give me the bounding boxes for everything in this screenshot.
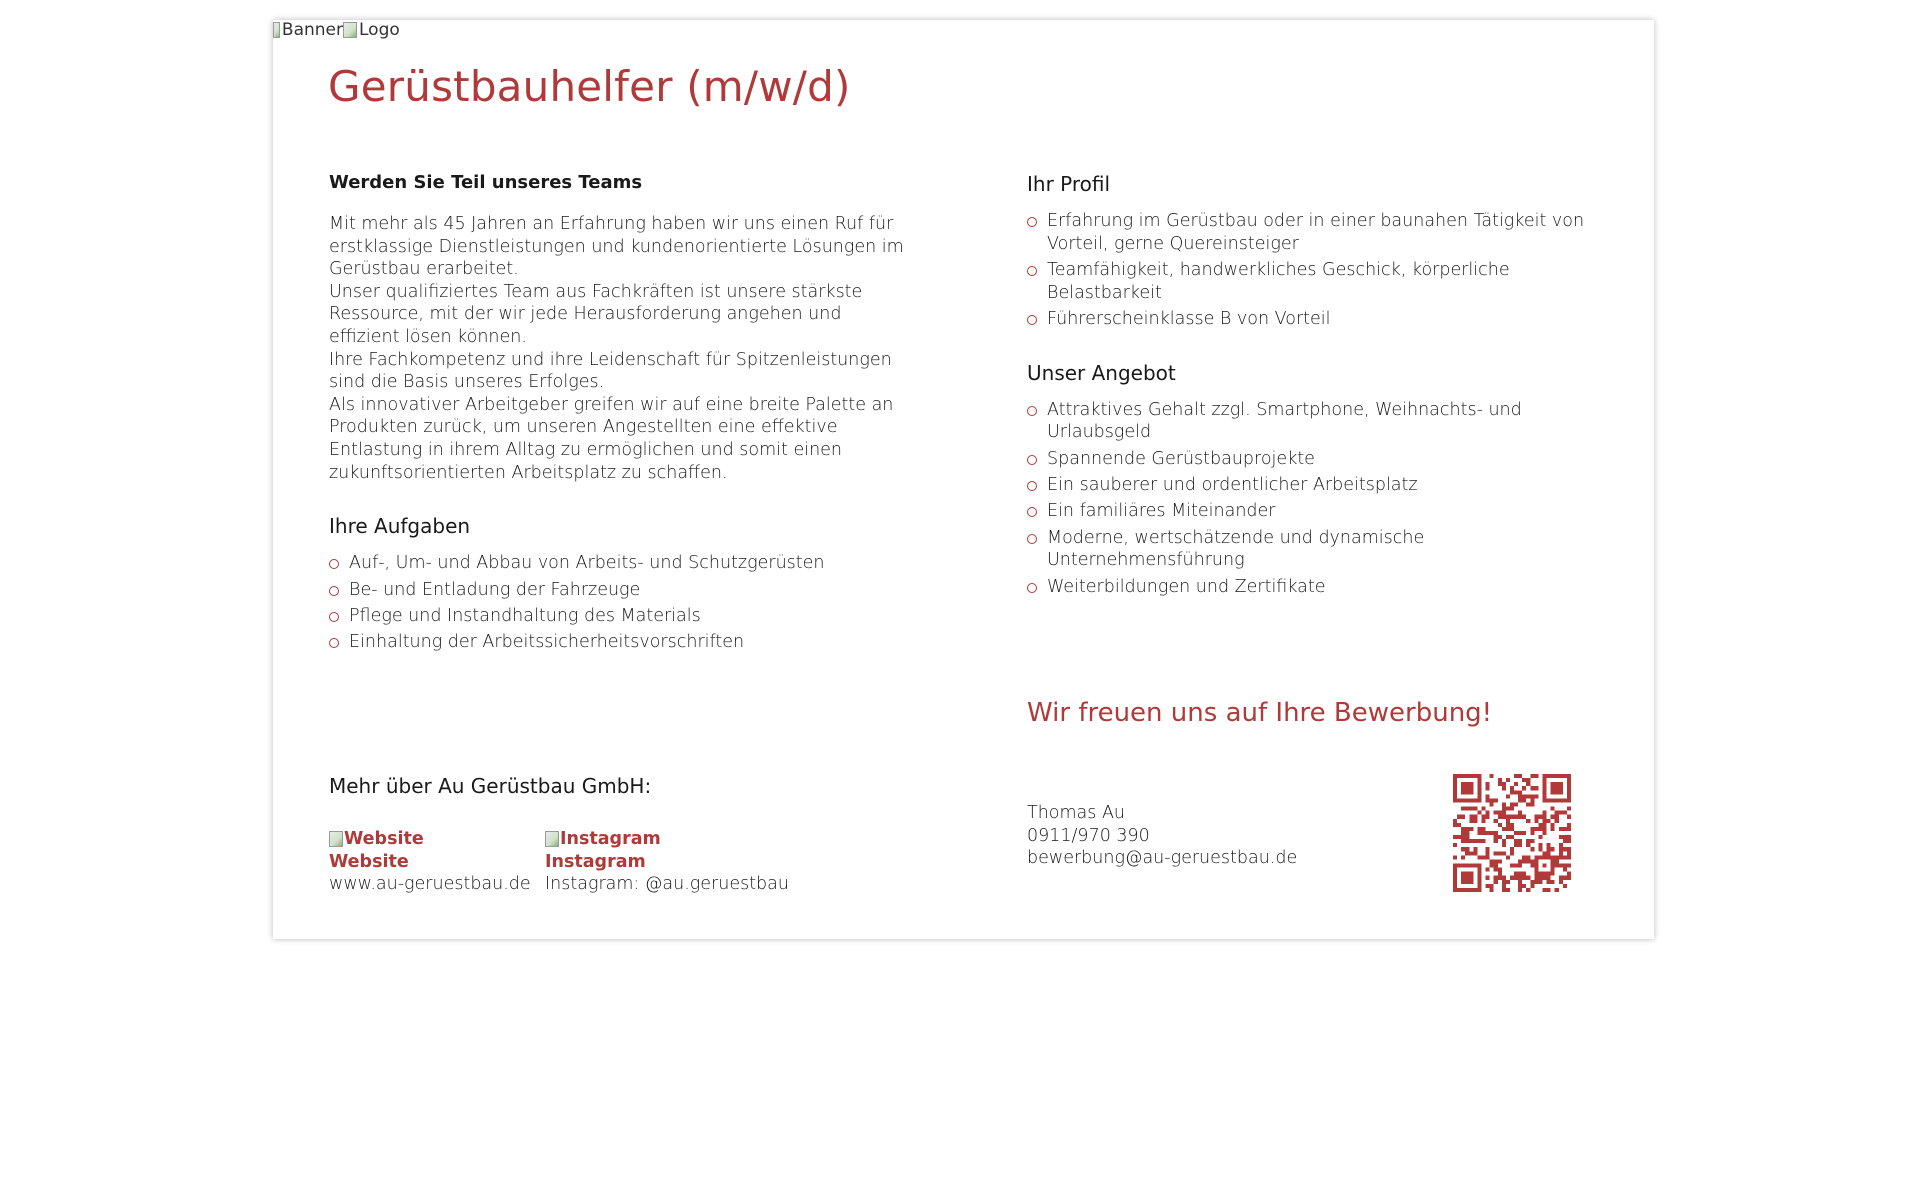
list-item: Weiterbildungen und Zertifikate (1027, 576, 1617, 599)
contact-block (1027, 802, 1297, 870)
intro-paragraph-2: Unser qualifiziertes Team aus Fachkräften ist unsere stärkste Ressource, mit der wir jede Herausforderung angehen und effizient lösen können. (329, 281, 863, 347)
contact-name: Thomas Au (1027, 803, 1126, 823)
broken-image-icon (329, 831, 343, 847)
intro-paragraph-4: Als innovativer Arbeitgeber greifen wir auf eine breite Palette an Produkten zurück, um unseren Angestellten eine effektive Entlastung in ihrem Alltag zu ermöglichen und somit einen zukunftsorientierten Arbeitsplatz zu schaffen. (329, 394, 894, 483)
list-item: Teamfähigkeit, handwerkliches Geschick, körperliche Belastbarkeit (1027, 259, 1617, 304)
instagram-link-block[interactable] (545, 828, 789, 896)
website-link-block[interactable] (329, 828, 531, 896)
instagram-handle[interactable]: Instagram: @au.geruestbau (545, 874, 789, 895)
application-slogan: Wir freuen uns auf Ihre Bewerbung! (1027, 698, 1493, 728)
intro-heading: Werden Sie Teil unseres Teams (329, 172, 643, 193)
logo-image (343, 20, 400, 40)
website-label[interactable]: Website (329, 851, 409, 872)
list-item: Be- und Entladung der Fahrzeuge (329, 579, 904, 602)
tasks-heading: Ihre Aufgaben (329, 514, 471, 539)
list-item: Erfahrung im Gerüstbau oder in einer baunahen Tätigkeit von Vorteil, gerne Quereinsteiger (1027, 210, 1617, 255)
profile-heading: Ihr Profil (1027, 172, 1111, 196)
offer-list (1027, 399, 1617, 599)
job-title: Gerüstbauhelfer (m/w/d) (328, 62, 851, 111)
intro-paragraph-1: Mit mehr als 45 Jahren an Erfahrung haben wir uns einen Ruf für erstklassige Dienstleistungen und kundenorientierte Lösungen im Gerüstbau erarbeitet. (329, 214, 904, 280)
tasks-list (329, 552, 904, 654)
qr-code-icon[interactable] (1453, 774, 1571, 892)
job-ad-card (273, 20, 1654, 939)
website-image-alt: Website (344, 829, 424, 849)
list-item: Moderne, wertschätzende und dynamische Unternehmensführung (1027, 527, 1617, 572)
broken-image-icon (273, 22, 280, 38)
list-item: Attraktives Gehalt zzgl. Smartphone, Weihnachts- und Urlaubsgeld (1027, 399, 1617, 444)
instagram-image[interactable] (545, 828, 789, 851)
list-item: Ein sauberer und ordentlicher Arbeitsplatz (1027, 474, 1617, 497)
list-item: Pflege und Instandhaltung des Materials (329, 605, 904, 628)
banner-image (273, 20, 343, 40)
intro-paragraph-3: Ihre Fachkompetenz und ihre Leidenschaft für Spitzenleistungen sind die Basis unseres Erfolges. (329, 349, 892, 393)
instagram-image-alt: Instagram (560, 829, 661, 849)
more-about-title: Mehr über Au Gerüstbau GmbH: (329, 774, 652, 798)
banner-alt-text: Banner (281, 20, 343, 40)
contact-phone[interactable]: 0911/970 390 (1027, 825, 1150, 846)
left-column (329, 172, 904, 658)
list-item: Ein familiäres Miteinander (1027, 500, 1617, 523)
broken-image-icon (545, 831, 559, 847)
list-item: Spannende Gerüstbauprojekte (1027, 448, 1617, 471)
instagram-label[interactable]: Instagram (545, 851, 646, 872)
list-item: Auf-, Um- und Abbau von Arbeits- und Schutzgerüsten (329, 552, 904, 575)
logo-alt-text: Logo (359, 20, 400, 40)
list-item: Einhaltung der Arbeitssicherheitsvorschriften (329, 631, 904, 654)
website-url[interactable]: www.au-geruestbau.de (329, 874, 531, 895)
list-item: Führerscheinklasse B von Vorteil (1027, 308, 1617, 331)
profile-list (1027, 210, 1617, 331)
offer-heading: Unser Angebot (1027, 360, 1176, 385)
broken-image-icon (343, 22, 357, 38)
website-image[interactable] (329, 828, 531, 851)
contact-email[interactable]: bewerbung@au-geruestbau.de (1027, 848, 1298, 869)
right-column (1027, 172, 1617, 602)
